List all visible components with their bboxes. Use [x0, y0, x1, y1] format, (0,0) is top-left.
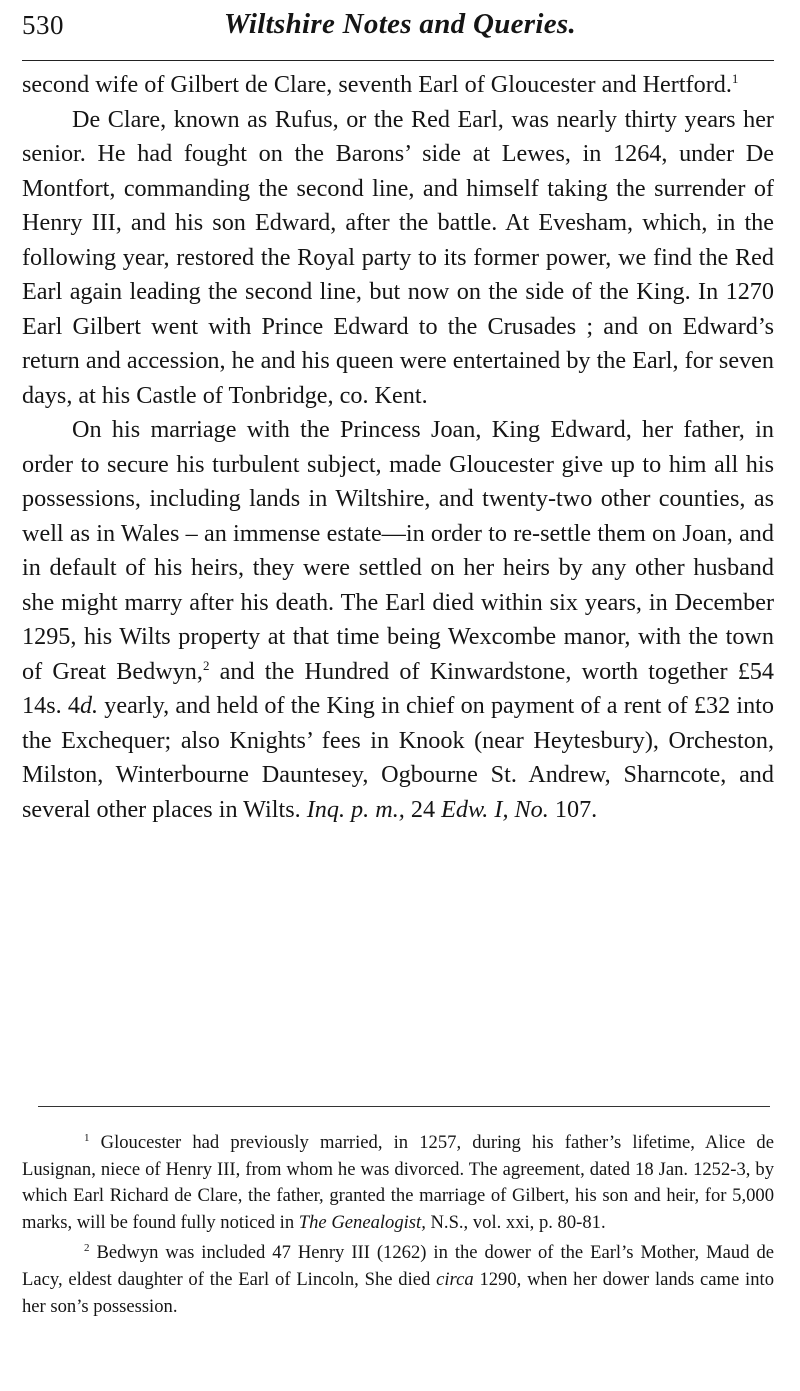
paragraph-3-text-a: On his marriage with the Princess Joan, King Edward, her father, in order to secure his turbulent subject, made Gloucester give up to him all his possessions, including lands in Wiltshire, and twenty-two other counties, as well as in Wales – an immense estate—in order to re-settle them on Joan, and in default of his heirs, they were settled on her heirs by any other husband she might marry after his death. The Earl died within six years, in December 1295, his Wilts property at that time being Wexcombe manor, with the town of Great Bedwyn,	[22, 416, 774, 685]
citation-year: 24	[404, 795, 442, 823]
footnote-1	[22, 1130, 774, 1236]
journal-title: The Genealogist,	[298, 1211, 426, 1233]
footnote-1-marker: 1	[84, 1132, 90, 1144]
header-rule	[22, 60, 774, 61]
paragraph-3-text-c: yearly, and held of the King in chief on payment of a rent of £32 into the Exchequer; also Knights’ fees in Knook (near Heytesbury), Orcheston, Milston, Winterbourne Dauntesey, Ogbourne St. Andrew, Sharncote, and several other places in Wilts.	[22, 692, 774, 823]
footnote-2-text-a: Bedwyn was included 47 Henry III (1262) in the dower of the Earl’s Mother, Maud de Lacy, eldest daughter of the Earl of Lincoln, She died	[22, 1242, 774, 1290]
body-text	[22, 68, 774, 827]
paragraph-3	[22, 413, 774, 827]
citation-edw: Edw. I, No.	[441, 795, 549, 823]
paragraph-1-text: second wife of Gilbert de Clare, seventh Earl of Gloucester and Hertford.	[22, 71, 732, 98]
paragraph-1	[22, 68, 774, 103]
footnote-2	[22, 1240, 774, 1320]
footnote-rule	[38, 1106, 770, 1107]
footnote-2-text-b: 1290, when her dower lands came into her son’s possession.	[22, 1268, 774, 1317]
footnote-ref-2: 2	[202, 657, 210, 673]
footnote-2-marker: 2	[84, 1242, 90, 1255]
citation-inq: Inq. p. m.,	[306, 795, 405, 823]
paragraph-3-text-b: and the Hundred of Kinwardstone, worth together £54 14s. 4	[22, 657, 774, 719]
paragraph-2: De Clare, known as Rufus, or the Red Earl, was nearly thirty years her senior. He had fought on the Barons’ side at Lewes, in 1264, under De Montfort, commanding the second line, and himself taking the surrender of Henry III, and his son Edward, after the battle. At Evesham, which, in the following year, restored the Royal party to its former power, we find the Red Earl again leading the second line, but now on the side of the King. In 1270 Earl Gilbert went with Prince Edward to the Crusades ; and on Edward’s return and accession, he and his queen were entertained by the Earl, for seven days, at his Castle of Tonbridge, co. Kent.	[22, 105, 774, 409]
running-title: Wiltshire Notes and Queries.	[223, 8, 577, 40]
page-number: 530	[22, 10, 64, 40]
footnote-1-text-a: Gloucester had previously married, in 1257, during his father’s lifetime, Alice de Lusignan, niece of Henry III, from whom he was divorced. The agreement, dated 18 Jan. 1252-3, by which Earl Richard de Clare, the father, granted the marriage of Gilbert, his son and heir, for 5,000 marks, will be found fully noticed in	[22, 1132, 774, 1233]
footnote-ref-1: 1	[731, 71, 739, 86]
footnote-1-text-b: N.S., vol. xxi, p. 80-81.	[425, 1211, 606, 1233]
footnotes	[22, 1130, 774, 1324]
pence-abbrev: d.	[79, 692, 99, 719]
circa-word: circa	[436, 1268, 474, 1290]
citation-number: 107.	[548, 795, 598, 823]
